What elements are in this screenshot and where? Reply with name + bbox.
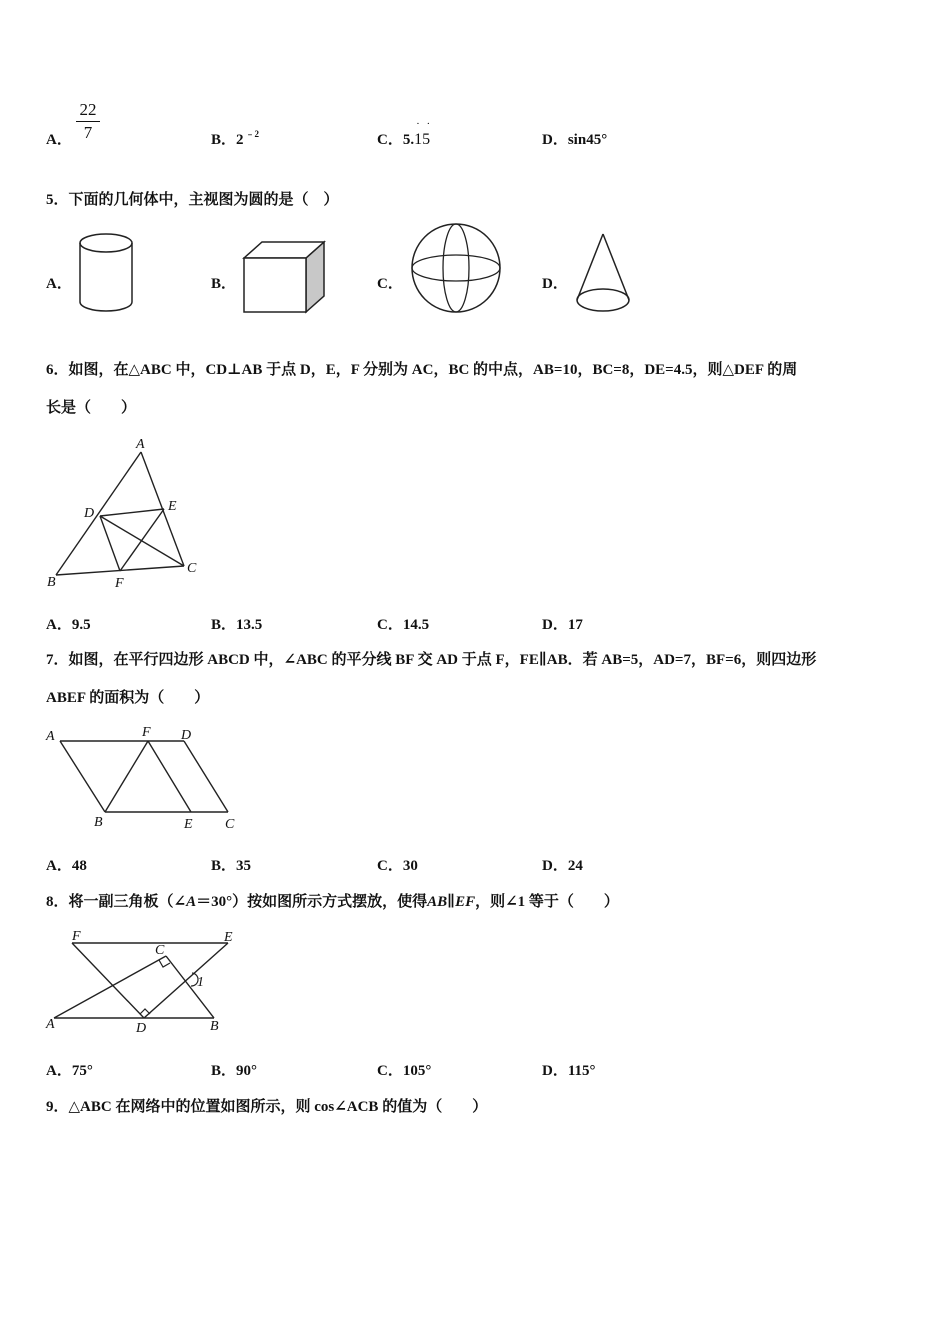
label-d: D — [136, 1021, 147, 1036]
label-a: A — [46, 1017, 55, 1032]
q6-option-d — [542, 613, 583, 634]
option-text: 105° — [402, 1063, 432, 1079]
label-c: C — [155, 943, 165, 958]
option-letter: A． — [46, 858, 72, 874]
q9-stem: 9．△ABC 在网络中的位置如图所示，则 cos∠ACB 的值为（ ） — [46, 1099, 488, 1115]
q7-option-c — [377, 854, 418, 875]
fraction — [76, 100, 100, 143]
label-f: F — [72, 929, 81, 944]
fraction-bar — [76, 121, 100, 122]
label-b: B — [94, 815, 103, 830]
q8-option-b — [211, 1059, 257, 1080]
stem-text: ，则∠1 等于（ ） — [475, 894, 619, 910]
label-d: D — [84, 506, 95, 521]
decimal-text: 5. — [402, 132, 415, 148]
q7-stem-line2: ABEF 的面积为（ ） — [46, 690, 210, 706]
option-letter: A． — [46, 1063, 72, 1079]
option-text: 13.5 — [236, 617, 263, 633]
cube-figure — [242, 238, 328, 318]
label-c: C — [225, 817, 235, 832]
q5-option-c-letter: C． — [377, 276, 403, 292]
label-e: E — [184, 817, 193, 832]
label-e: E — [168, 499, 177, 514]
option-text: 90° — [236, 1063, 258, 1079]
q4-option-b — [211, 128, 259, 149]
label-a: A — [46, 729, 55, 744]
q5-option-b-letter: B． — [211, 276, 237, 292]
option-letter: C． — [377, 1063, 403, 1079]
q6-option-c — [377, 613, 429, 634]
option-letter: B． — [211, 617, 237, 633]
q6-stem-line2: 长是（ ） — [46, 400, 137, 416]
option-text: 17 — [567, 617, 583, 633]
q8-option-a — [46, 1059, 93, 1080]
option-text: 35 — [236, 858, 252, 874]
repeating-dots: · · — [416, 118, 433, 130]
q6-option-a — [46, 613, 91, 634]
q8-option-c — [377, 1059, 431, 1080]
option-text: sin45° — [567, 132, 608, 148]
stem-var-ef: EF — [455, 894, 476, 910]
power-base: 2 — [236, 132, 244, 148]
q8-option-d — [542, 1059, 596, 1080]
option-letter: B． — [211, 132, 237, 148]
option-letter: C． — [377, 617, 403, 633]
option-text: 48 — [71, 858, 87, 874]
power-exponent: ﹣2 — [245, 129, 260, 139]
q7-stem-line1: 7．如图，在平行四边形 ABCD 中，∠ABC 的平分线 BF 交 AD 于点 F，FE∥AB．若 AB=5，AD=7，BF=6，则四边形 — [46, 652, 817, 668]
q8-stem — [46, 890, 619, 911]
stem-var-a: A — [186, 894, 197, 910]
q7-option-d — [542, 854, 583, 875]
label-e: E — [224, 930, 233, 945]
option-letter: D． — [542, 132, 568, 148]
q7-parallelogram-figure — [44, 722, 244, 834]
option-text: 24 — [567, 858, 583, 874]
option-letter: B． — [211, 1063, 237, 1079]
option-letter: D． — [542, 1063, 568, 1079]
label-d: D — [181, 728, 192, 743]
q4-option-c — [377, 118, 433, 149]
option-letter: D． — [542, 617, 568, 633]
cylinder-figure — [78, 232, 138, 316]
fraction-denominator: 7 — [83, 123, 93, 142]
label-b: B — [47, 575, 56, 590]
option-text: 9.5 — [71, 617, 91, 633]
option-letter: A． — [46, 132, 72, 148]
stem-text: ＝30°）按如图所示方式摆放，使得 — [196, 894, 428, 910]
label-c: C — [187, 561, 197, 576]
q5-option-a-letter: A． — [46, 276, 72, 292]
label-f: F — [115, 576, 124, 591]
q6-triangle-figure — [44, 432, 204, 592]
label-1: 1 — [197, 975, 204, 990]
q5-option-d-letter: D． — [542, 276, 568, 292]
label-a: A — [136, 437, 145, 452]
option-text: 75° — [71, 1063, 93, 1079]
q4-option-a — [46, 128, 72, 149]
q5-stem: 5．下面的几何体中，主视图为圆的是（ ） — [46, 192, 339, 208]
stem-var-ab: AB — [427, 894, 448, 910]
q6-option-b — [211, 613, 262, 634]
fraction-numerator: 22 — [79, 100, 97, 119]
q8-triangles-figure — [44, 926, 244, 1038]
sphere-figure — [410, 222, 502, 314]
repeat-value: 15 — [414, 131, 431, 148]
q7-option-b — [211, 854, 251, 875]
label-b: B — [210, 1019, 219, 1034]
option-text: 14.5 — [402, 617, 430, 633]
option-letter: A． — [46, 617, 72, 633]
option-text: 30 — [402, 858, 418, 874]
label-f: F — [142, 725, 151, 740]
option-text: 115° — [567, 1063, 596, 1079]
option-letter: C． — [377, 132, 403, 148]
q6-stem-line1: 6．如图，在△ABC 中，CD⊥AB 于点 D，E，F 分别为 AC，BC 的中点，AB=10，BC=8，DE=4.5，则△DEF 的周 — [46, 362, 798, 378]
option-letter: D． — [542, 858, 568, 874]
q7-option-a — [46, 854, 87, 875]
stem-text: 8．将一副三角板（∠ — [46, 894, 187, 910]
cone-figure — [573, 232, 633, 316]
parallel-symbol: ∥ — [447, 894, 456, 910]
repeating-digits — [414, 118, 433, 148]
option-letter: C． — [377, 858, 403, 874]
q4-option-d — [542, 128, 607, 149]
option-letter: B． — [211, 858, 237, 874]
